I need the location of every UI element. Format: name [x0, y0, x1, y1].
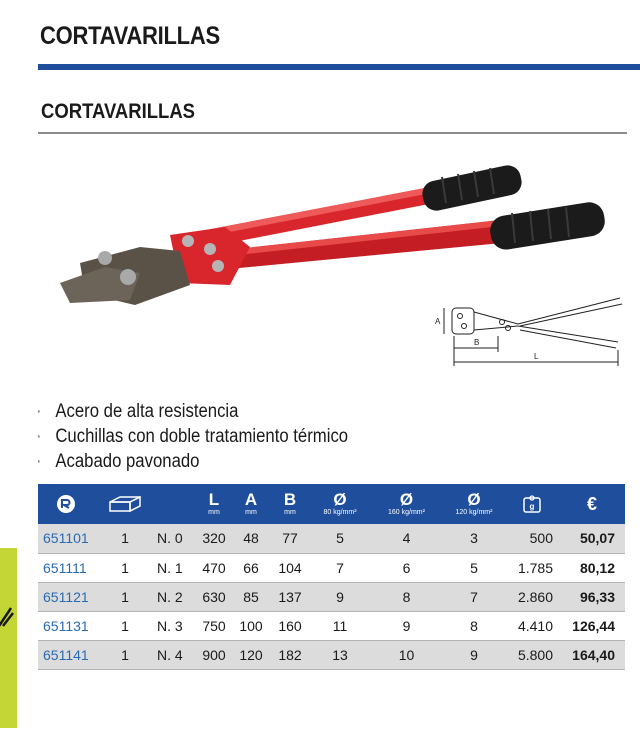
b-cell: 77	[282, 530, 298, 547]
diameter-120-cell: 9	[470, 646, 478, 663]
weight-g-icon	[522, 494, 542, 514]
reference-cell: 651121	[43, 588, 89, 605]
price-cell: 50,07	[579, 530, 615, 547]
diameter-120-cell: 8	[470, 617, 478, 634]
weight-cell: 1.785	[517, 559, 553, 576]
length-cell: 470	[202, 559, 226, 576]
model-cell: N. 0	[157, 530, 183, 547]
price-cell: 80,12	[579, 559, 615, 576]
diameter-160-cell: 9	[402, 617, 411, 634]
quantity-header	[93, 484, 157, 524]
quantity-cell: 1	[121, 646, 129, 663]
weight-unit: g	[529, 502, 534, 511]
diameter-80-cell: 5	[336, 530, 344, 547]
table-row	[38, 553, 625, 582]
quantity-cell: 1	[121, 559, 129, 576]
diameter-120-cell: 3	[470, 530, 478, 547]
b-cell: 160	[278, 617, 302, 634]
price-header: €	[586, 494, 597, 514]
weight-cell: 500	[529, 530, 553, 547]
box-package-icon	[106, 494, 144, 514]
diameter-160-header: Ø 160 kg/mm²	[388, 489, 425, 516]
diameter-80-cell: 7	[336, 559, 344, 576]
table-row	[38, 524, 625, 553]
length-cell: 630	[202, 588, 226, 605]
length-cell: 900	[202, 646, 226, 663]
b-header: B mm	[283, 489, 297, 516]
tool-mark-icon	[0, 604, 15, 630]
diagram-label-l: L	[534, 352, 539, 361]
length-header: L mm	[208, 489, 220, 516]
a-cell: 85	[243, 588, 259, 605]
a-cell: 66	[243, 559, 259, 576]
reference-header	[38, 484, 93, 524]
weight-cell: 2.860	[517, 588, 553, 605]
table-row	[38, 640, 625, 669]
diameter-120-cell: 7	[470, 588, 478, 605]
reference-cell: 651101	[43, 530, 89, 547]
a-cell: 48	[243, 530, 259, 547]
diameter-160-cell: 10	[398, 646, 415, 663]
dimension-diagram	[428, 290, 628, 370]
diameter-80-cell: 9	[336, 588, 344, 605]
model-cell: N. 1	[157, 559, 183, 576]
length-cell: 320	[202, 530, 226, 547]
model-cell: N. 3	[157, 617, 183, 634]
price-cell: 164,40	[572, 646, 615, 663]
section-title: CORTAVARILLAS	[41, 100, 195, 123]
diagram-label-a: A	[435, 317, 441, 326]
b-cell: 137	[278, 588, 302, 605]
quantity-cell: 1	[121, 617, 129, 634]
weight-header	[504, 484, 559, 524]
weight-cell: 5.800	[517, 646, 553, 663]
reference-cell: 651131	[43, 617, 89, 634]
diameter-160-cell: 6	[402, 559, 411, 576]
diameter-80-cell: 11	[332, 617, 348, 634]
table-row	[38, 611, 625, 640]
b-cell: 182	[278, 646, 302, 663]
reference-circle-icon	[56, 494, 76, 514]
diameter-160-cell: 8	[402, 588, 411, 605]
price-cell: 96,33	[579, 588, 615, 605]
feature-item: · Acero de alta resistencia	[36, 401, 239, 422]
diameter-120-cell: 5	[470, 559, 478, 576]
feature-item: · Cuchillas con doble tratamiento térmico	[36, 426, 349, 447]
model-cell: N. 4	[157, 646, 183, 663]
side-tab	[0, 548, 17, 728]
reference-cell: 651111	[43, 559, 87, 576]
a-cell: 100	[239, 617, 263, 634]
quantity-cell: 1	[121, 588, 129, 605]
section-divider	[38, 132, 627, 134]
a-cell: 120	[239, 646, 263, 663]
feature-item: · Acabado pavonado	[36, 451, 200, 472]
quantity-cell: 1	[121, 530, 129, 547]
reference-cell: 651141	[43, 646, 89, 663]
price-cell: 126,44	[572, 617, 615, 634]
page-title: CORTAVARILLAS	[40, 22, 220, 50]
diameter-80-cell: 13	[332, 646, 348, 663]
weight-cell: 4.410	[517, 617, 553, 634]
feature-list	[36, 399, 391, 474]
diameter-160-cell: 4	[402, 530, 411, 547]
diameter-120-header: Ø 120 kg/mm²	[455, 489, 493, 516]
a-header: A mm	[244, 489, 258, 516]
length-cell: 750	[202, 617, 226, 634]
diagram-label-b: B	[474, 338, 480, 347]
table-row	[38, 582, 625, 611]
b-cell: 104	[278, 559, 302, 576]
diameter-80-header: Ø 80 kg/mm²	[323, 489, 357, 516]
model-cell: N. 2	[157, 588, 183, 605]
title-divider	[38, 64, 640, 70]
table-header-row	[38, 484, 625, 524]
spec-table	[38, 484, 625, 670]
